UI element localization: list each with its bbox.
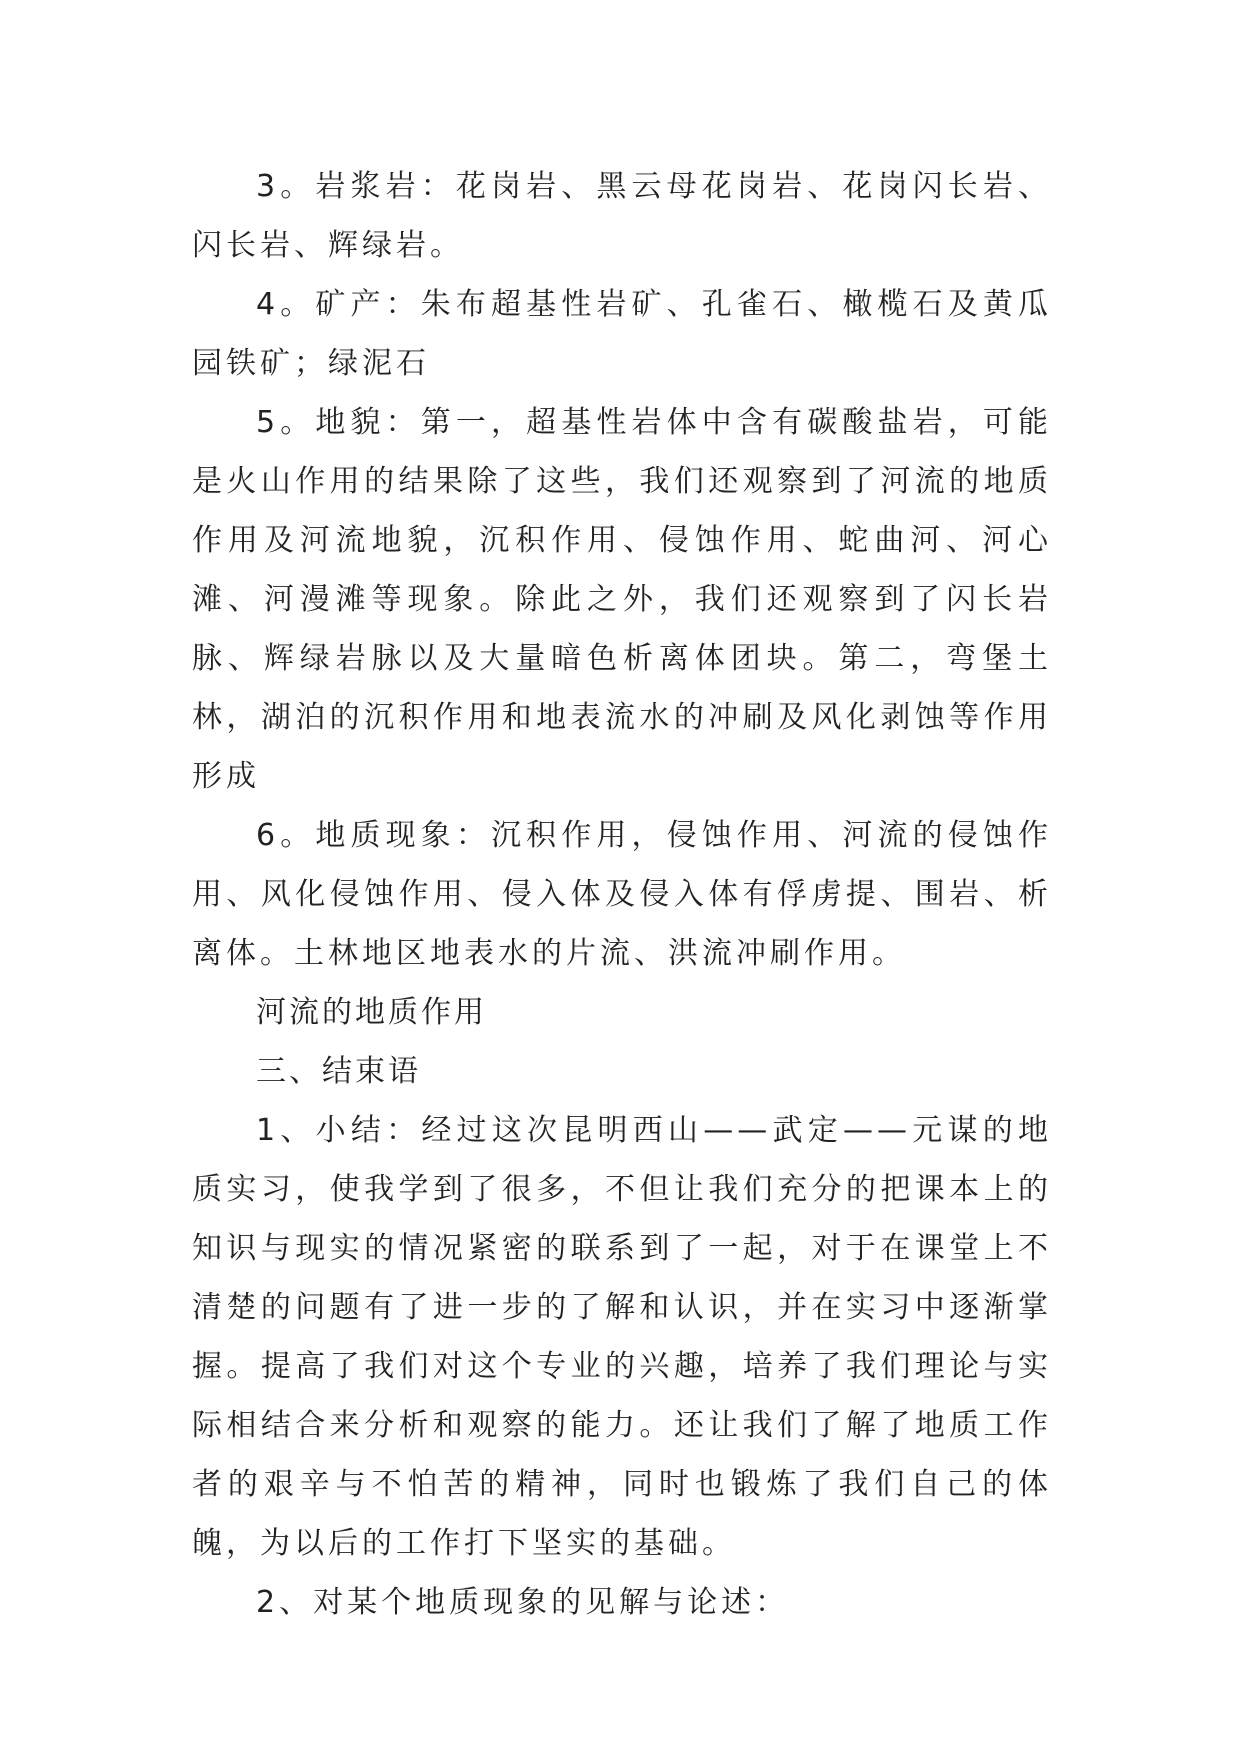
paragraph-geological-phenomena: 6。地质现象：沉积作用，侵蚀作用、河流的侵蚀作用、风化侵蚀作用、侵入体及侵入体有俘虏提、围岩、析离体。土林地区地表水的片流、洪流冲刷作用。 [192, 818, 1052, 971]
document-body [192, 157, 1052, 1632]
paragraph-igneous-rocks: 3。岩浆岩：花岗岩、黑云母花岗岩、花岗闪长岩、闪长岩、辉绿岩。 [192, 169, 1052, 263]
paragraph-discussion: 2、对某个地质现象的见解与论述： [256, 1585, 790, 1620]
paragraph-landforms: 5。地貌：第一，超基性岩体中含有碳酸盐岩，可能是火山作用的结果除了这些，我们还观察到了河流的地质作用及河流地貌，沉积作用、侵蚀作用、蛇曲河、河心滩、河漫滩等现象。除此之外，我们还观察到了闪长岩脉、辉绿岩脉以及大量暗色析离体团块。第二，弯堡土林，湖泊的沉积作用和地表流水的冲刷及风化剥蚀等作用形成 [192, 405, 1052, 794]
section-heading-conclusion: 三、结束语 [256, 1054, 421, 1089]
subheading-river-geology: 河流的地质作用 [256, 995, 487, 1030]
paragraph-minerals: 4。矿产：朱布超基性岩矿、孔雀石、橄榄石及黄瓜园铁矿；绿泥石 [192, 287, 1052, 381]
paragraph-summary: 1、小结：经过这次昆明西山——武定——元谋的地质实习，使我学到了很多，不但让我们充分的把课本上的知识与现实的情况紧密的联系到了一起，对于在课堂上不清楚的问题有了进一步的了解和认识，并在实习中逐渐掌握。提高了我们对这个专业的兴趣，培养了我们理论与实际相结合来分析和观察的能力。还让我们了解了地质工作者的艰辛与不怕苦的精神，同时也锻炼了我们自己的体魄，为以后的工作打下坚实的基础。 [192, 1113, 1052, 1561]
